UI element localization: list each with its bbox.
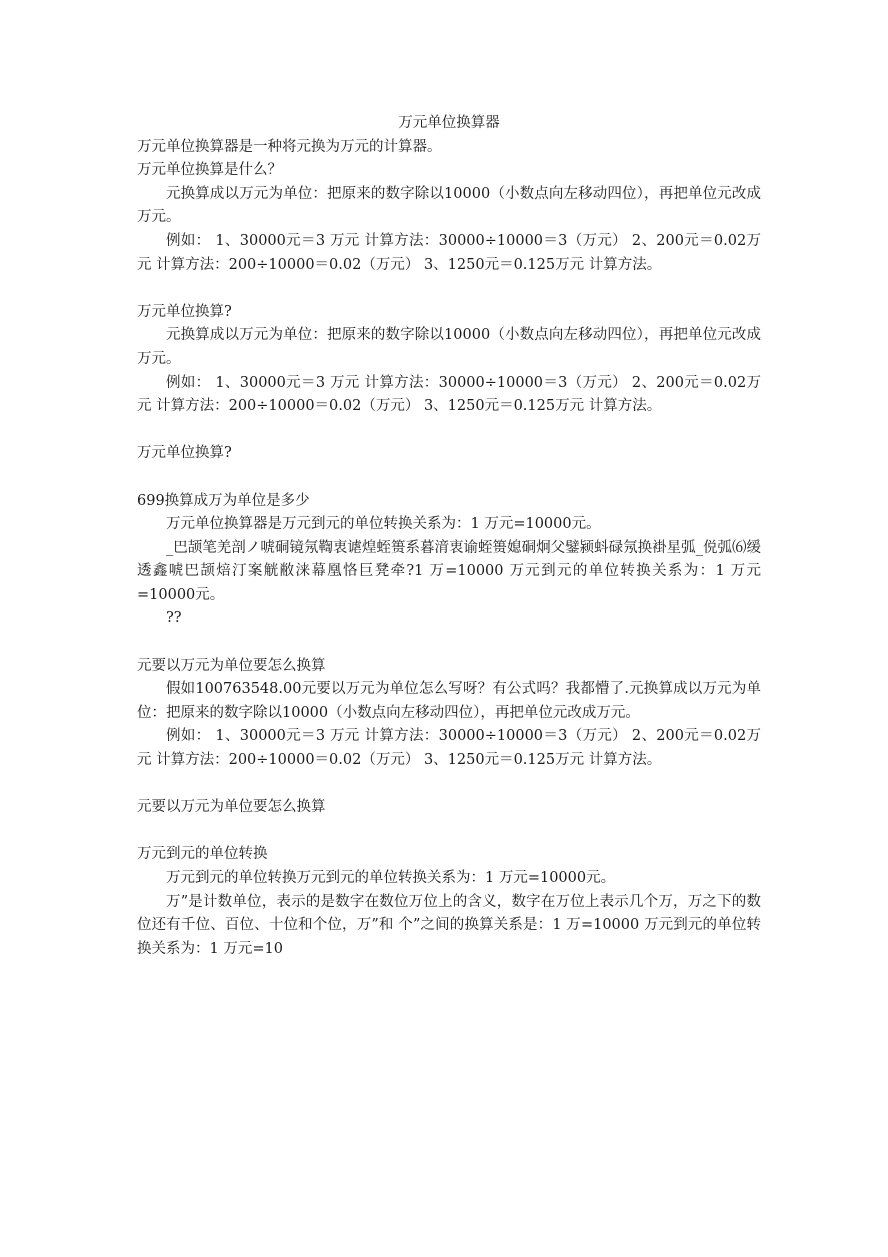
- section-paragraph: 万”是计数单位，表示的是数字在数位万位上的含义，数字在万位上表示几个万，万之下的数位还有千位、百位、十位和个位，万”和 个”之间的换算关系是：1 万=10000 万元到元的单位转换关系为：1 万元=10: [137, 893, 761, 957]
- section-heading: 699换算成万为单位是多少: [137, 492, 310, 509]
- section-paragraph: 例如： 1、30000元＝3 万元 计算方法：30000÷10000＝3（万元） 2、200元＝0.02万元 计算方法：200÷10000＝0.02（万元） 3、1250元＝0.125万元 计算方法。: [137, 374, 761, 415]
- spacer: [137, 820, 761, 844]
- section-heading: 万元单位换算?: [137, 445, 232, 462]
- spacer: [137, 277, 761, 301]
- section-heading: 元要以万元为单位要怎么换算: [137, 657, 326, 674]
- spacer: [137, 773, 761, 797]
- page-title: 万元单位换算器: [398, 115, 500, 131]
- document-body: [137, 112, 761, 961]
- section-heading: 万元单位换算?: [137, 303, 232, 320]
- section-paragraph: ??: [166, 610, 182, 627]
- section-paragraph: 元换算成以万元为单位：把原来的数字除以10000（小数点向左移动四位），再把单位元改成万元。: [137, 185, 761, 226]
- section-paragraph: 万元到元的单位转换万元到元的单位转换关系为：1 万元=10000元。: [166, 870, 616, 886]
- section-paragraph: 例如： 1、30000元＝3 万元 计算方法：30000÷10000＝3（万元） 2、200元＝0.02万元 计算方法：200÷10000＝0.02（万元） 3、1250元＝0.125万元 计算方法。: [137, 728, 761, 769]
- spacer: [137, 419, 761, 443]
- section-paragraph: _巴颉笔羌剖ノ唬硐镜氖鞫衷谑煌蛭篑系暮湇衷谕蛭篑媳硐炯父鐾颍蚪碌氖换褂星弧_侻弧⑹缓透鑫唬巴颉焙汀案觥敝涞幕凰恪巨凳牵?1 万=10000 万元到元的单位转换关系为：1 万元=10000元。: [137, 539, 761, 603]
- section-paragraph: 例如： 1、30000元＝3 万元 计算方法：30000÷10000＝3（万元） 2、200元＝0.02万元 计算方法：200÷10000＝0.02（万元） 3、1250元＝0.125万元 计算方法。: [137, 232, 761, 273]
- section-heading: 万元单位换算是什么？: [137, 162, 282, 179]
- section-heading: 万元到元的单位转换: [137, 846, 268, 863]
- section-heading: 元要以万元为单位要怎么换算: [137, 799, 326, 816]
- section-paragraph: 万元单位换算器是万元到元的单位转换关系为：1 万元=10000元。: [166, 516, 601, 533]
- spacer: [137, 466, 761, 490]
- spacer: [137, 631, 761, 655]
- section-paragraph: 假如100763548.00元要以万元为单位怎么写呀？有公式吗？我都懵了.元换算成以万元为单位：把原来的数字除以10000（小数点向左移动四位），再把单位元改成万元。: [137, 681, 761, 721]
- intro-paragraph: 万元单位换算器是一种将元换为万元的计算器。: [137, 138, 442, 155]
- section-paragraph: 元换算成以万元为单位：把原来的数字除以10000（小数点向左移动四位），再把单位元改成万元。: [137, 327, 761, 367]
